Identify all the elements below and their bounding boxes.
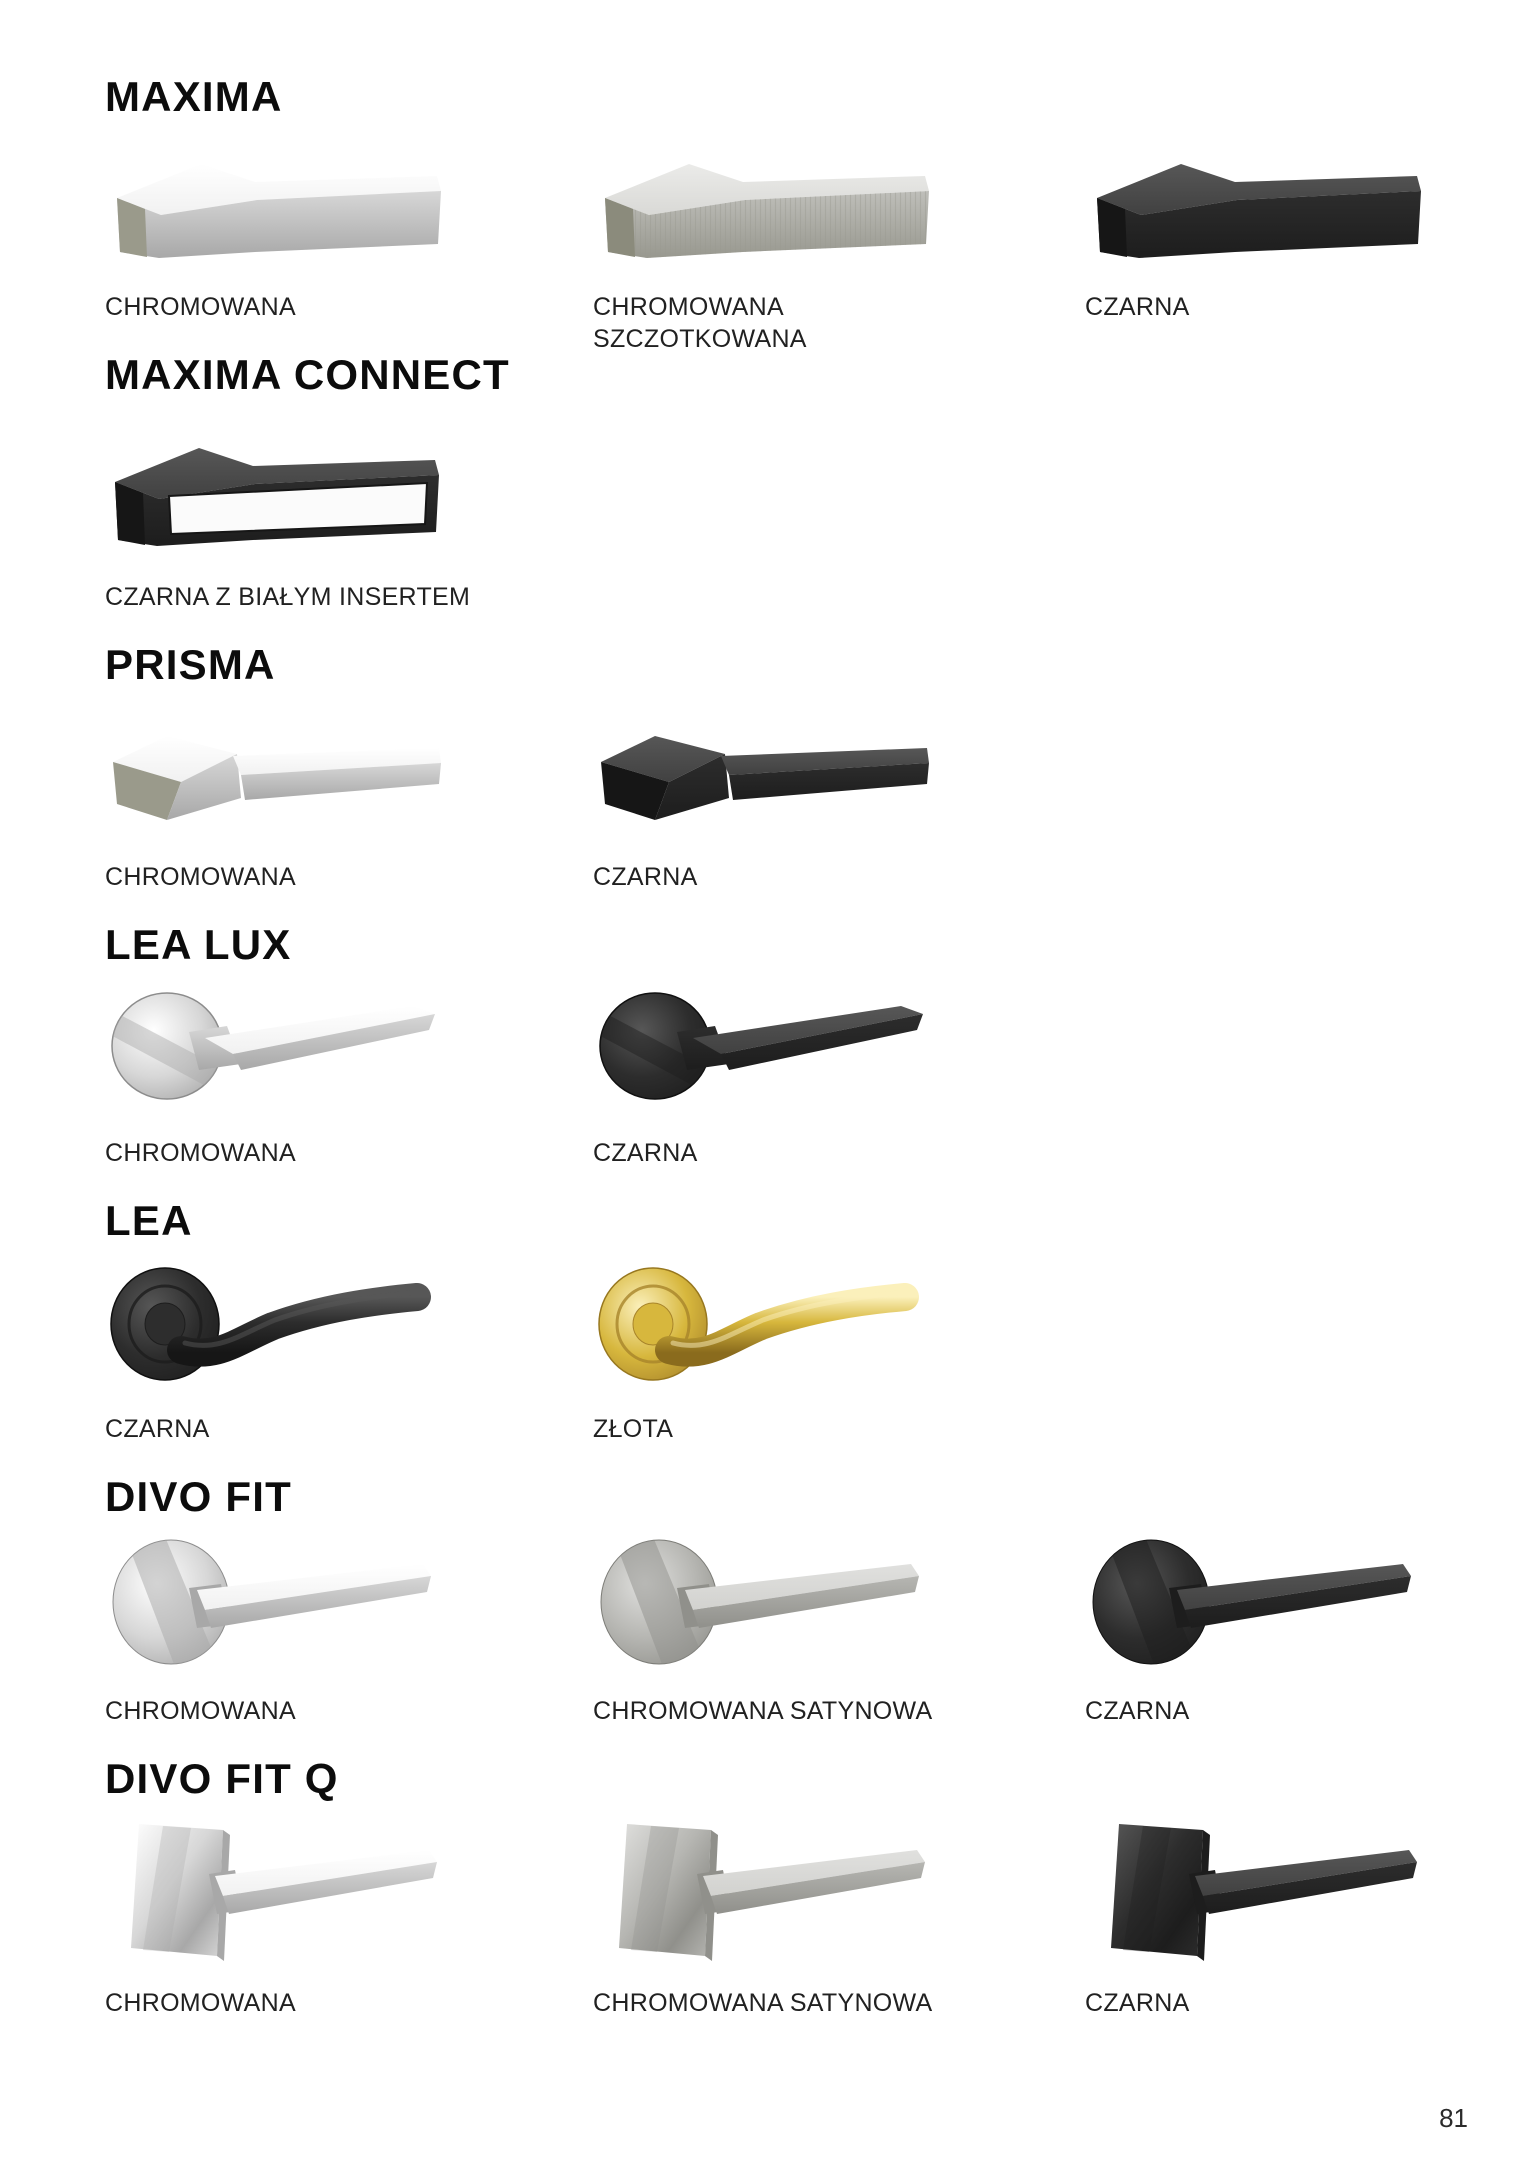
finish-label: CZARNA: [105, 1415, 210, 1443]
variant-row: [105, 1256, 1526, 1444]
product-variant-card: [105, 1814, 593, 2018]
collection-title: LEA LUX: [105, 921, 292, 968]
collection-title: MAXIMA CONNECT: [105, 351, 510, 398]
variant-row: [105, 726, 1526, 892]
handle-photo: [105, 158, 450, 266]
handle-photo: [105, 1532, 450, 1670]
handle-photo: [593, 1256, 938, 1388]
finish-label: CHROMOWANA: [105, 1697, 296, 1725]
handle-photo: [105, 1814, 450, 1962]
handle-photo: [1085, 1814, 1430, 1962]
product-variant-card: [105, 158, 593, 322]
product-variant-card: [1085, 1532, 1526, 1726]
handle-photo: [593, 1814, 938, 1962]
handle-photo: [593, 726, 938, 836]
handle-photo: [105, 726, 450, 836]
collection-title: DIVO FIT: [105, 1473, 292, 1520]
product-variant-card: [105, 980, 593, 1168]
finish-label: CZARNA: [593, 1139, 698, 1167]
handle-photo: [593, 980, 938, 1112]
collection-title: DIVO FIT Q: [105, 1755, 339, 1802]
product-variant-card: [105, 1256, 593, 1444]
finish-label: CHROMOWANA SATYNOWA: [593, 1697, 933, 1725]
finish-label: CZARNA: [1085, 1697, 1190, 1725]
handle-photo: [593, 158, 938, 266]
product-variant-card: [593, 158, 1085, 353]
section-lea-lux: [105, 921, 1526, 1168]
handle-photo: [1085, 1532, 1430, 1670]
finish-label: CHROMOWANA: [105, 1989, 296, 2017]
finish-label: CZARNA Z BIAŁYM INSERTEM: [105, 583, 471, 611]
finish-label: CHROMOWANA SATYNOWA: [593, 1989, 933, 2017]
handle-photo: [593, 1532, 938, 1670]
finish-label: CZARNA: [1085, 293, 1190, 321]
finish-label: CZARNA: [593, 863, 698, 891]
section-prisma: [105, 641, 1526, 892]
product-variant-card: [593, 980, 1085, 1168]
collection-title: MAXIMA: [105, 73, 283, 120]
section-maxima-connect: [105, 351, 1526, 612]
section-divo-fit: [105, 1473, 1526, 1726]
handle-photo: [105, 980, 450, 1112]
handle-photo: [105, 1256, 450, 1388]
product-variant-card: [105, 1532, 593, 1726]
finish-label: CHROMOWANA: [105, 293, 296, 321]
section-divo-fit-q: [105, 1755, 1526, 2018]
handle-photo: [1085, 158, 1430, 266]
product-variant-card: [105, 436, 593, 612]
product-variant-card: [593, 1256, 1085, 1444]
product-variant-card: [593, 1532, 1085, 1726]
handle-photo: [105, 436, 450, 556]
product-variant-card: [105, 726, 593, 892]
variant-row: [105, 1532, 1526, 1726]
finish-label: ZŁOTA: [593, 1415, 674, 1443]
collection-title: LEA: [105, 1197, 193, 1244]
product-variant-card: [593, 726, 1085, 892]
variant-row: [105, 436, 1526, 612]
product-variant-card: [593, 1814, 1085, 2018]
finish-label: CHROMOWANA: [105, 863, 296, 891]
product-variant-card: [1085, 1814, 1526, 2018]
variant-row: [105, 158, 1526, 353]
finish-label: CZARNA: [1085, 1989, 1190, 2017]
section-maxima: [105, 73, 1526, 353]
variant-row: [105, 980, 1526, 1168]
finish-label: CHROMOWANA: [105, 1139, 296, 1167]
section-lea: [105, 1197, 1526, 1444]
variant-row: [105, 1814, 1526, 2018]
finish-label: CHROMOWANA SZCZOTKOWANA: [593, 293, 807, 353]
product-variant-card: [1085, 158, 1526, 322]
collection-title: PRISMA: [105, 641, 276, 688]
page-number: 81: [1439, 2103, 1468, 2133]
